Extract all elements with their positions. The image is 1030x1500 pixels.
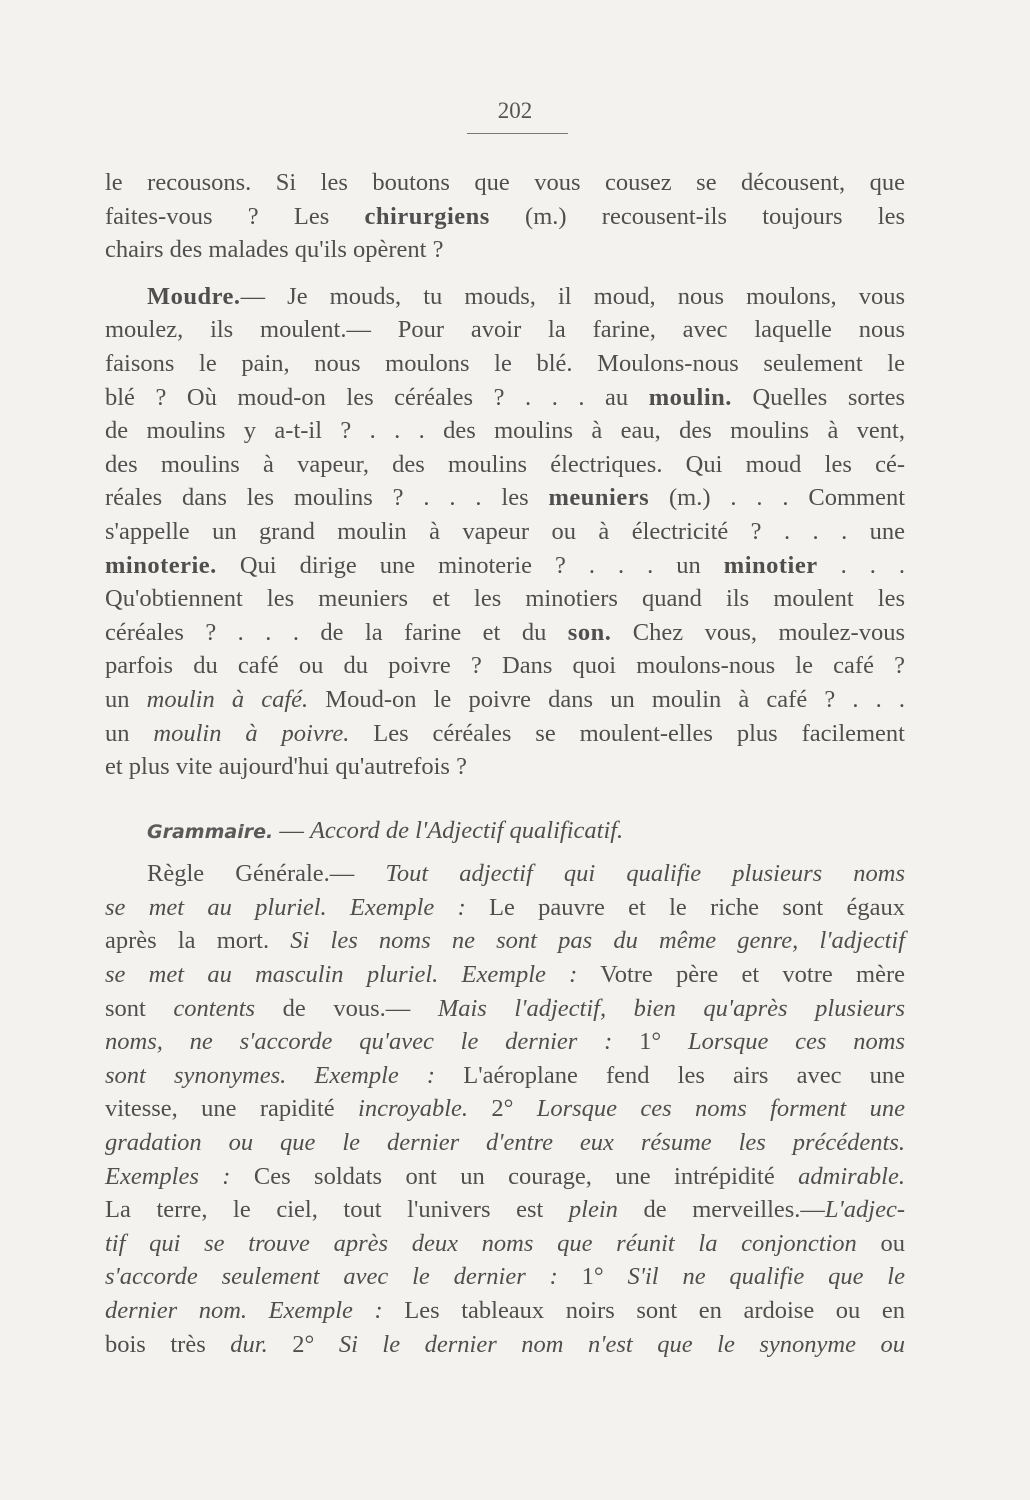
italic-text: moulin à poivre. [153, 719, 350, 747]
bold-term: chirurgiens [364, 202, 490, 230]
text-line [105, 414, 905, 448]
text-run: (m.) . . . Comment [649, 484, 906, 512]
italic-text: Tout adjectif qui qualifie plusieurs noms [385, 860, 905, 888]
text-line [105, 1227, 905, 1261]
bold-term: minoterie. [105, 551, 217, 579]
text-line [105, 1260, 905, 1294]
text-line [105, 233, 905, 267]
italic-text: admirable. [798, 1162, 905, 1190]
text-run: Le pauvre et le riche sont égaux [465, 893, 905, 921]
text-line [105, 200, 905, 234]
text-line [105, 924, 905, 958]
text-line [105, 582, 905, 616]
text-line [105, 347, 905, 381]
paragraph [105, 814, 905, 848]
italic-text: Lorsque ces noms forment une [536, 1095, 905, 1123]
italic-text: Mais l'adjectif, bien qu'après plusieurs [437, 994, 905, 1022]
text-run: 2° [267, 1330, 339, 1358]
text-line [105, 381, 905, 415]
text-line [105, 958, 905, 992]
bold-term: son. [567, 618, 612, 646]
bold-term: Grammaire. [147, 820, 274, 843]
text-line [105, 683, 905, 717]
page-number: 202 [497, 98, 533, 123]
text-run: Les tableaux noirs sont en ardoise ou en [382, 1297, 905, 1324]
text-run: Ces soldats ont un courage, une intrépidité [230, 1162, 799, 1190]
bold-term: moulin. [648, 383, 732, 411]
bold-term: meuniers [548, 484, 650, 512]
text-run: L'aéroplane fend les airs avec une [435, 1061, 905, 1089]
italic-text: Exemples : [105, 1162, 231, 1190]
text-run: faites-vous ? Les [105, 202, 365, 230]
italic-text: se met au masculin pluriel. Exemple : [105, 961, 578, 989]
italic-text: S'il ne qualifie que le [627, 1263, 905, 1291]
text-run: bois très [105, 1330, 231, 1358]
italic-text: contents [173, 994, 256, 1022]
italic-text: Accord de l'Adjectif qualificatif. [309, 816, 624, 844]
text-line [105, 448, 905, 482]
text-run: un [105, 685, 147, 713]
text-line [105, 1294, 905, 1328]
text-line [105, 280, 905, 314]
text-run: 2° [468, 1095, 537, 1123]
text-run: un [105, 719, 154, 747]
text-run: le recousons. Si les boutons que vous cousez se décousent, que [105, 169, 905, 196]
text-run: Les céréales se moulent-elles plus facilement [349, 719, 905, 747]
text-run: de moulins y a-t-il ? . . . des moulins à eau, des moulins à vent, [105, 417, 905, 445]
text-line [105, 814, 905, 848]
text-line [105, 1160, 905, 1194]
italic-text: sont synonymes. Exemple : [105, 1061, 436, 1089]
text-run: — [273, 816, 310, 844]
paragraph [105, 166, 905, 267]
paragraph [105, 280, 905, 784]
text-run: ou [856, 1229, 906, 1257]
text-line [105, 616, 905, 650]
text-run: réales dans les moulins ? . . . les [105, 484, 549, 512]
text-run: — Je mouds, tu mouds, il moud, nous moulons, vous [240, 282, 905, 310]
italic-text: se met au pluriel. Exemple : [105, 893, 466, 921]
bold-term: Moudre. [147, 282, 241, 310]
bold-term: minotier [723, 551, 818, 579]
text-run: Quelles sortes [731, 383, 905, 411]
text-run: Qu'obtiennent les meuniers et les minotiers quand ils moulent les [105, 585, 905, 613]
italic-text: plein [568, 1196, 618, 1224]
text-line [105, 750, 905, 784]
text-run: 1° [557, 1263, 628, 1291]
italic-text: moulin à café. [146, 685, 309, 713]
text-run: après la mort. [105, 927, 291, 955]
text-line [105, 481, 905, 515]
text-line [105, 313, 905, 347]
text-line [105, 515, 905, 549]
text-line [105, 1328, 905, 1362]
text-run: céréales ? . . . de la farine et du [105, 618, 568, 646]
text-run: et plus vite aujourd'hui qu'autrefois ? [105, 753, 467, 781]
text-run: blé ? Où moud-on les céréales ? . . . au [105, 383, 649, 411]
text-run: 1° [612, 1028, 688, 1056]
header-rule [467, 133, 568, 134]
text-run: Chez vous, moulez-vous [611, 618, 905, 646]
italic-text: Lorsque ces noms [688, 1028, 905, 1056]
italic-text: incroyable. [358, 1095, 469, 1123]
text-run: (m.) recousent-ils toujours les [489, 202, 906, 230]
text-run: sont [105, 994, 174, 1022]
italic-text: tif qui se trouve après deux noms que réunit la conjonction [105, 1229, 857, 1257]
text-line [105, 549, 905, 583]
text-run: Règle Générale.— [147, 860, 386, 888]
text-line [105, 857, 905, 891]
paragraph [105, 857, 905, 1361]
text-line [105, 717, 905, 751]
text-line [105, 1126, 905, 1160]
text-run: parfois du café ou du poivre ? Dans quoi moulons-nous le café ? [105, 652, 905, 680]
text-line [105, 166, 905, 200]
text-run: faisons le pain, nous moulons le blé. Moulons-nous seulement le [105, 349, 905, 377]
text-line [105, 1059, 905, 1093]
text-run: Votre père et votre mère [577, 961, 906, 989]
italic-text: dur. [230, 1330, 268, 1358]
text-run: des moulins à vapeur, des moulins électriques. Qui moud les cé- [105, 450, 905, 478]
text-run: chairs des malades qu'ils opèrent ? [105, 236, 444, 264]
text-run: vitesse, une rapidité [105, 1095, 359, 1123]
text-line [105, 649, 905, 683]
text-run: moulez, ils moulent.— Pour avoir la farine, avec laquelle nous [105, 316, 905, 344]
text-run: Qui dirige une minoterie ? . . . un [216, 551, 724, 579]
italic-text: Si le dernier nom n'est que le synonyme ou [338, 1330, 905, 1358]
text-line [105, 891, 905, 925]
text-run: Moud-on le poivre dans un moulin à café ? . . . [308, 685, 905, 713]
italic-text: s'accorde seulement avec le dernier : [105, 1263, 558, 1291]
text-line [105, 1025, 905, 1059]
italic-text: Si les noms ne sont pas du même genre, l'adjectif [290, 927, 905, 955]
text-run: . . . [817, 551, 906, 579]
italic-text: L'adjec- [824, 1196, 905, 1224]
text-line [105, 1193, 905, 1227]
text-run: La terre, le ciel, tout l'univers est [105, 1196, 569, 1224]
text-run: de vous.— [255, 994, 438, 1022]
text-line [105, 1092, 905, 1126]
italic-text: noms, ne s'accorde qu'avec le dernier : [105, 1028, 613, 1056]
text-line [105, 992, 905, 1026]
text-run: s'appelle un grand moulin à vapeur ou à électricité ? . . . une [105, 517, 905, 545]
italic-text: gradation ou que le dernier d'entre eux résume les précédents. [105, 1129, 905, 1157]
italic-text: dernier nom. Exemple : [105, 1297, 383, 1324]
body-text [105, 166, 905, 1361]
text-run: de merveilles.— [617, 1196, 825, 1224]
